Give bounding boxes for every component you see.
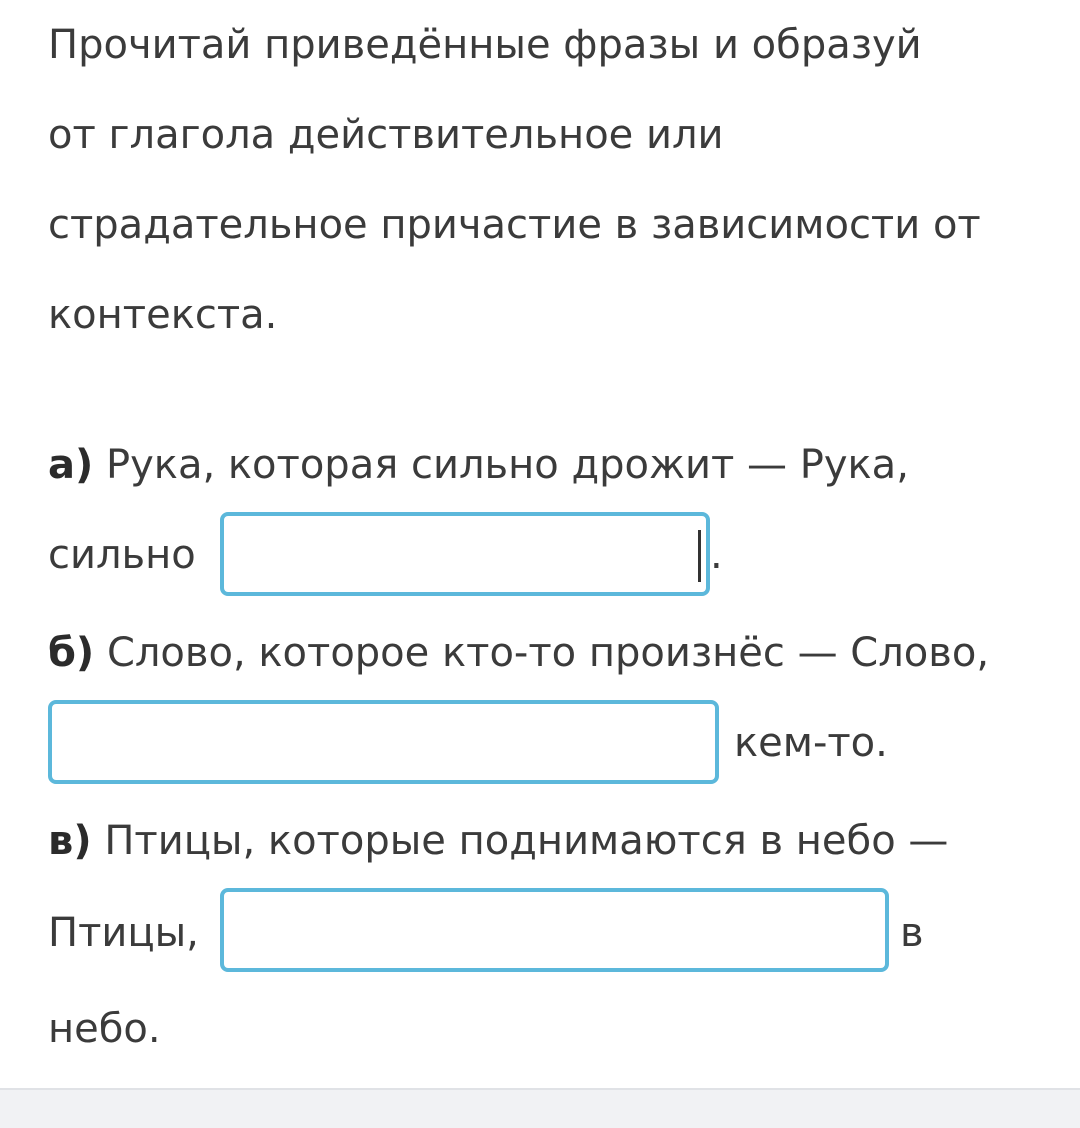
answer-input-b[interactable] (48, 700, 719, 784)
item-c-sentence: Птицы, которые поднимаются в небо — (104, 818, 949, 864)
item-a-after-text: . (710, 532, 723, 578)
item-c-line-1 (48, 816, 948, 866)
item-c-before-text: Птицы, (48, 910, 199, 956)
item-b-line-1 (48, 628, 989, 678)
instruction-line-2: от глагола действительное или (48, 112, 724, 158)
instruction-line-4: контекста. (48, 292, 278, 338)
item-b-marker: б) (48, 630, 95, 676)
item-a-marker: а) (48, 442, 94, 488)
instruction-line-3: страдательное причастие в зависимости от (48, 202, 981, 248)
answer-input-a[interactable] (220, 512, 710, 596)
instruction-line-1: Прочитай приведённые фразы и образуй (48, 22, 922, 68)
item-b-after-text: кем-то. (734, 720, 888, 766)
item-a-sentence: Рука, которая сильно дрожит — Рука, (106, 442, 909, 488)
item-a-line-1 (48, 440, 909, 490)
item-b-sentence: Слово, которое кто-то произнёс — Слово, (106, 630, 990, 676)
item-c-after-text: в (900, 910, 924, 956)
text-caret (698, 530, 701, 582)
item-c-marker: в) (48, 818, 92, 864)
item-a-before-text: сильно (48, 532, 196, 578)
item-c-after-text-line-2: небо. (48, 1006, 161, 1052)
answer-input-c[interactable] (220, 888, 889, 972)
footer-band (0, 1088, 1080, 1128)
